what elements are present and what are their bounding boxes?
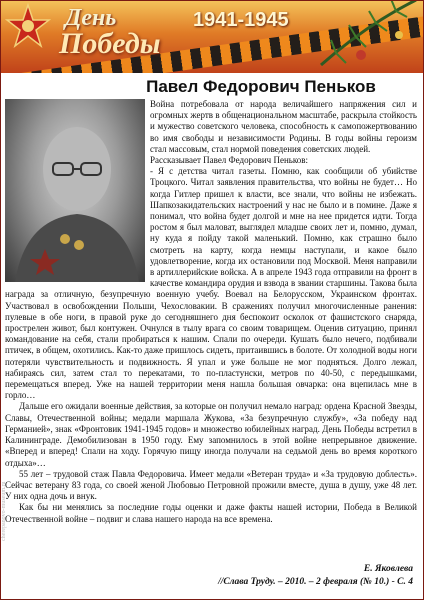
veteran-photo [5,99,145,282]
article-title: Павел Федорович Пеньков [146,77,376,96]
spruce-sprig-icon [311,1,421,73]
veteran-portrait-icon [5,99,145,282]
article-source: //Слава Труду. – 2010. – 2 февраля (№ 10.) - С. 4 [218,577,413,587]
banner-years: 1941-1945 [193,9,289,31]
paragraph-lead: Рассказывает Павел Федорович Пеньков: [150,155,309,166]
paragraph-intro: Война потребовала от народа величайшего напряжения сил и огромных жертв в общенациональном масштабе, раскрыла стойкость и мужество советского человека, способность к самопожертвованию во имя свободы и независимости Родины. В годы войны героизм стал массовым, стал нормой поведения советских людей. [150,99,417,154]
order-star-icon [5,3,51,49]
article-author: Е. Яковлева [363,564,413,574]
paragraph-awards: Дальше его ожидали военные действия, за которые он получил немало наград: ордена Красной Звезды, Славы, Отечественной войны; медали маршала Жукова, «За безупречную службу», «За победу над Германией», знак «Фронтовик 1941-1945 годов» и множество юбилейных наград. День Победы встретил в Калининграде. Демобилизован в 1950 году. Ему запомнилось в этой войне непрерывное движение. «Вперед и вперед! Спали на ходу. Горячую пищу иногда получали на седьмой день во время короткого отдыха»… [5,401,417,468]
paragraph-labor: 55 лет – трудовой стаж Павла Федоровича. Имеет медали «Ветеран труда» и «За трудовую доблесть». Сейчас ветерану 83 года, со своей женой Любовью Петровной прожили вместе, душа в душу, уже 48 лет. У них одна дочь и внук. [5,468,417,502]
victory-day-banner [1,1,424,73]
banner-word-den: День [65,5,117,31]
banner-word-pobedy: Победы [59,27,161,60]
site-watermark: cherepanovo-museum.ru [1,481,7,541]
paragraph-story: - Я с детства читал газеты. Помню, как сообщили об убийстве Троцкого. Читал заявления правительства, что войны не будет… Но когда Гитлер пришел к власти, все знали, что войны не избежать. Шапкозакидательских настроений у нас не было и в помине. Даже я понимал, что война будет долгой и мне на нее придется идти. Тогда ростом я был маловат, выглядел младше своих лет и, помню, думал, ну куда я пойду такой маленький. Помню, как страшно было смотреть на карту, когда немцы наступали, и какое было удовлетворение, когда их остановили под Москвой. Меня направили в артиллерийские войска. А в апреле 1943 года отправили на фронт в качестве командира орудия и взвода в звании старшины. Такова была награда за отличную, безупречную военную учебу. Воевал на Белорусском, Украинском фронтах. Участвовал в освобождении Польши, Чехословакии. В сражениях получил многочисленные ранения: пулевые в обе ноги, в правой руке до сегодняшнего дня беспокоит осколок от фашистского снаряда, прострелен живот, был контужен. Очнулся в тылу врага со своим товарищем. Оценив ситуацию, принял командование на себя, стали пробираться к нашим. Спали по очереди. Кушать было нечего, подбивали птичек, в общем, охотились. Как-то даже пришлось сидеть, притаившись в болоте. От холодной воды ноги потеряли чувствительность и подвижность. Я упал и уже больше не мог подняться. Долго лежал, набираясь сил, затем стал то перекатами, то по-пластунски, метров по 40-50, с передышками, перемещаться вперед. Уже на нашей территории меня нашла большая овчарка: она вцепилась мне в горло… [5,166,417,401]
paragraph-closing: Как бы ни менялись за последние годы оценки и даже факты нашей истории, Победа в Великой Отечественной войне – подвиг и слава нашего народа на все времена. [5,502,417,524]
